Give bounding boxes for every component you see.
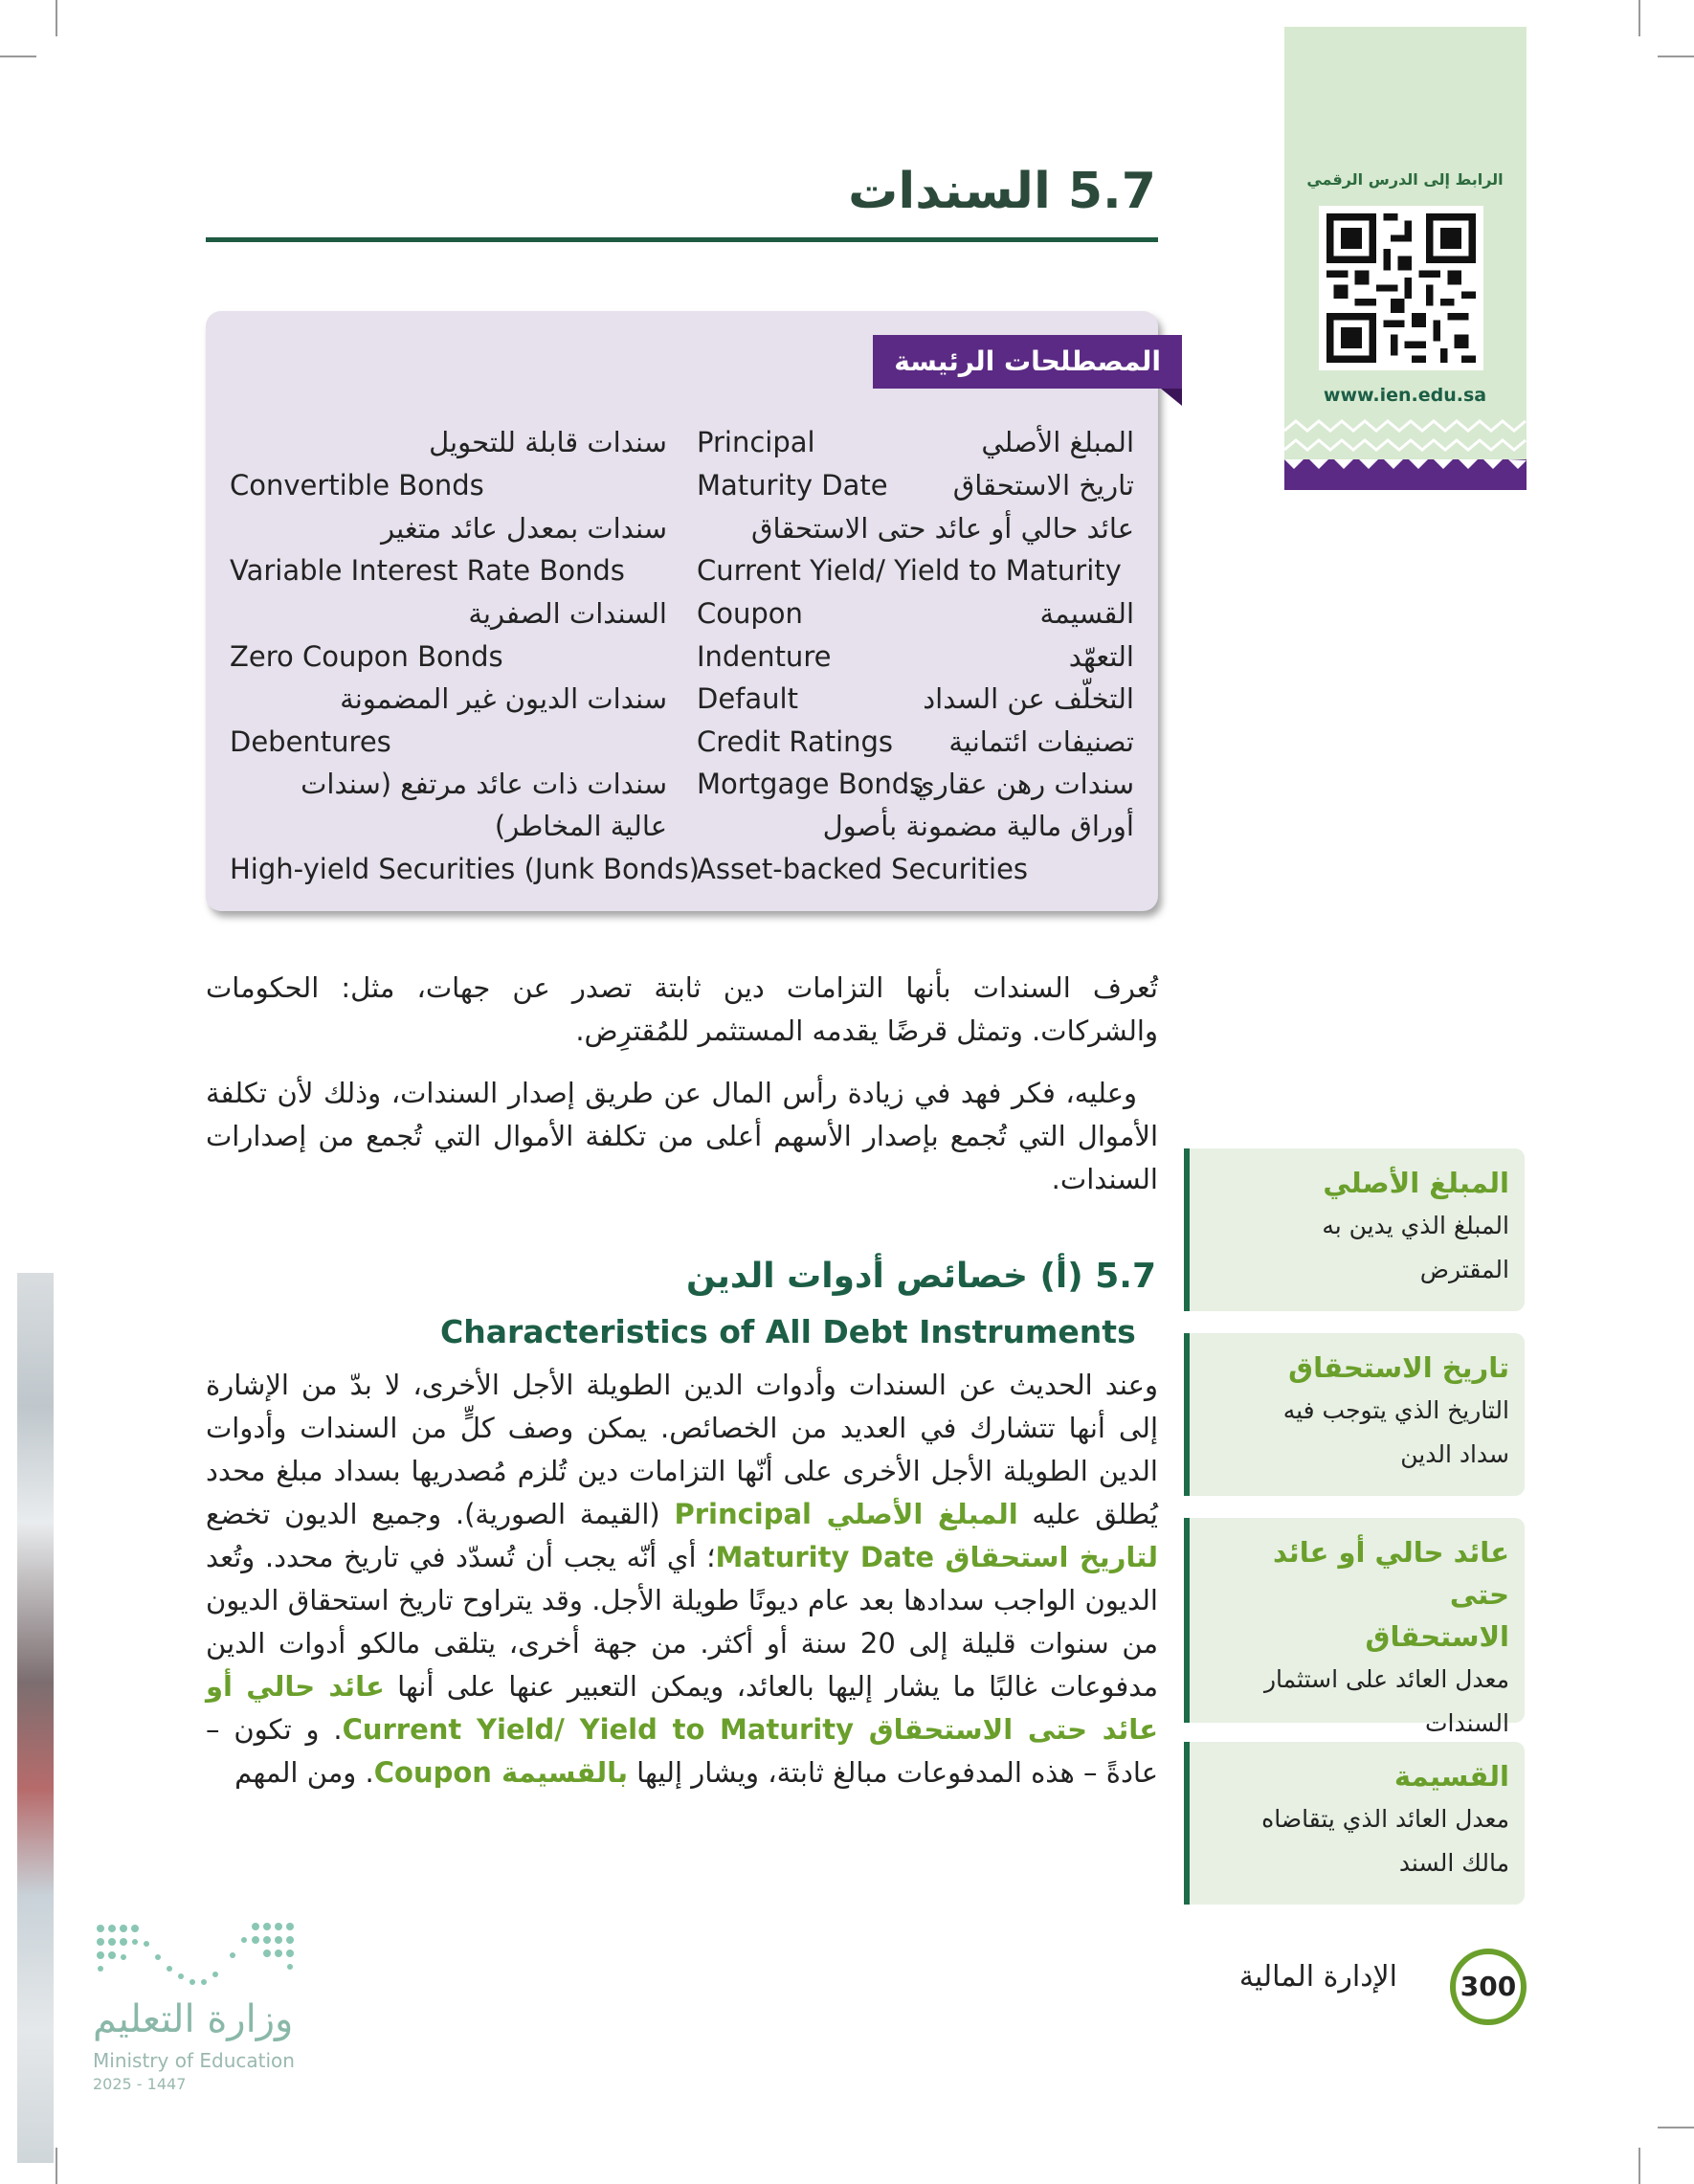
term-en: Mortgage Bonds [697,768,925,800]
term-ar: التعهّد [1068,640,1134,673]
body-text: ؛ أي أنّه يجب أن تُسدّد في تاريخ محدد. وتُعد الديون الواجب سدادها بعد عام ديونًا طويلة الأجل. وقد يتراوح تاريخ استحقاق الديون من سنوات قليلة إلى 20 سنة أو أكثر. من جهة أخرى، يتلقى مالكو أدوات الدين مدفوعات غالبًا ما يشار إليها بالعائد، ويمكن التعبير عنها على أنها [206,1541,1158,1703]
crop-mark [1658,2127,1694,2128]
glossary-term: المبلغ الأصلي [1323,1167,1509,1199]
decorative-pattern [1284,417,1527,501]
glossary-definition: معدل العائد على استثمار [1263,1665,1509,1693]
glossary-definition: معدل العائد الذي يتقاضاه [1261,1805,1509,1833]
body-text: وعند الحديث عن السندات وأدوات الدين الطويلة الأجل الأخرى، لا بدّ من الإشارة إلى أنها تتشارك في العديد من الخصائص. يمكن وصف كلٍّ من السندات وأدوات الدين الطويلة الأجل الأخرى على أنّها التزامات دين تُلزم مُصدريها بسداد مبلغ محدد يُطلق عليه [206,1369,1158,1530]
section-heading: 5.7 (أ) خصائص أدوات الدين [686,1257,1156,1296]
term-ar: سندات الديون غير المضمونة [340,682,667,715]
term-en: Coupon [697,597,803,630]
glossary-definition: سداد الدين [1400,1440,1509,1468]
term-ar: القسيمة [1039,597,1134,630]
title-underline [206,237,1158,242]
term-ar: عالية المخاطر) [494,810,667,842]
glossary-definition: مالك السند [1398,1849,1509,1877]
intro-paragraph: تُعرف السندات بأنها التزامات دين ثابتة تصدر عن جهات، مثل: الحكومات والشركات. وتمثل قرضًا يقدمه المستثمر للمُقترِض. [206,971,1158,1047]
section-heading-en: Characteristics of All Debt Instruments [440,1313,1136,1350]
glossary-term: القسيمة [1393,1760,1509,1793]
qr-code-icon[interactable] [1319,206,1483,370]
term-en: Credit Ratings [697,725,894,758]
term-ar: أوراق مالية مضمونة بأصول [822,810,1134,842]
term-en: Current Yield/ Yield to Maturity [697,554,1122,587]
term-ar: التخلّف عن السداد [923,682,1134,715]
glossary-card [1184,1148,1525,1311]
glossary-definition: السندات [1424,1709,1509,1737]
crop-mark [56,0,57,36]
term-ar: تاريخ الاستحقاق [952,469,1134,501]
term-en: Indenture [697,640,832,673]
term-ar: تصنيفات ائتمانية [948,725,1134,758]
crop-mark [1638,0,1640,36]
term-ar: السندات الصفرية [468,597,667,630]
term-ar: سندات ذات عائد مرتفع (سندات [301,768,667,800]
term-en: Variable Interest Rate Bonds [230,554,625,587]
glossary-card [1184,1742,1525,1905]
crop-mark [1658,56,1694,57]
term-en: Maturity Date [697,469,888,501]
term-en: Principal [697,426,815,458]
term-en: Asset-backed Securities [697,853,1029,885]
ministry-name-en: Ministry of Education [93,2049,295,2072]
term-ar: سندات رهن عقاري [913,768,1134,800]
term-en: Zero Coupon Bonds [230,640,503,673]
crop-mark [56,2148,57,2184]
term-en: Convertible Bonds [230,469,484,501]
term-en: Debentures [230,725,391,758]
page-number: 300 [1450,1949,1527,2025]
side-photo-strip [17,1273,54,2163]
book-title: الإدارة المالية [1238,1960,1397,1994]
key-terms-heading: المصطلحات الرئيسة [873,335,1182,389]
glossary-definition: المقترض [1419,1256,1509,1283]
keyword-current-yield: عائد حالي أو عائد حتى الاستحقاق Current Yield/ Yield to Maturity [206,1670,1159,1746]
glossary-definition: المبلغ الذي يدين به [1322,1212,1509,1239]
term-ar: سندات قابلة للتحويل [429,426,667,458]
keyword-principal: المبلغ الأصلي Principal [674,1498,1018,1530]
body-text: . ومن المهم [234,1756,374,1789]
crop-mark [1638,2148,1640,2184]
glossary-term: تاريخ الاستحقاق [1288,1351,1509,1384]
glossary-card [1184,1333,1525,1496]
body-text: (القيمة الصورية). وجميع الديون تخضع [206,1498,675,1530]
glossary-term: الاستحقاق [1365,1620,1509,1653]
term-en: High-yield Securities (Junk Bonds) [230,853,700,885]
digital-lesson-label: الرابط إلى الدرس الرقمي [1306,170,1504,189]
glossary-term: عائد حالي أو عائد حتى [1273,1536,1509,1611]
page-title: 5.7 السندات [848,163,1156,220]
ministry-year: 2025 - 1447 [93,2075,187,2093]
glossary-definition: التاريخ الذي يتوجب فيه [1282,1396,1509,1424]
body-text: . و تكون – عادةً – هذه المدفوعات مبالغ ثابتة، ويشار إليها [206,1713,1158,1789]
glossary-card [1184,1518,1525,1737]
key-terms-heading-fold [1161,389,1182,406]
term-ar: سندات بمعدل عائد متغير [381,512,667,545]
keyword-maturity-date: لتاريخ استحقاق Maturity Date [715,1541,1158,1573]
intro-paragraph: وعليه، فكر فهد في زيادة رأس المال عن طريق إصدار السندات، وذلك لأن تكلفة الأموال التي تُجمع بإصدار الأسهم أعلى من تكلفة الأموال التي تُجمع من إصدارات السندات. [206,1077,1158,1195]
website-link[interactable]: www.ien.edu.sa [1323,385,1487,406]
section-body [206,1364,1158,1794]
keyword-coupon: بالقسيمة Coupon [373,1756,628,1789]
term-en: Default [697,682,798,715]
ministry-name-ar: وزارة التعليم [93,1997,294,2041]
ministry-logo-icon [93,1919,299,1991]
term-ar: المبلغ الأصلي [981,426,1134,458]
term-ar: عائد حالي أو عائد حتى الاستحقاق [750,512,1134,545]
crop-mark [0,56,36,57]
